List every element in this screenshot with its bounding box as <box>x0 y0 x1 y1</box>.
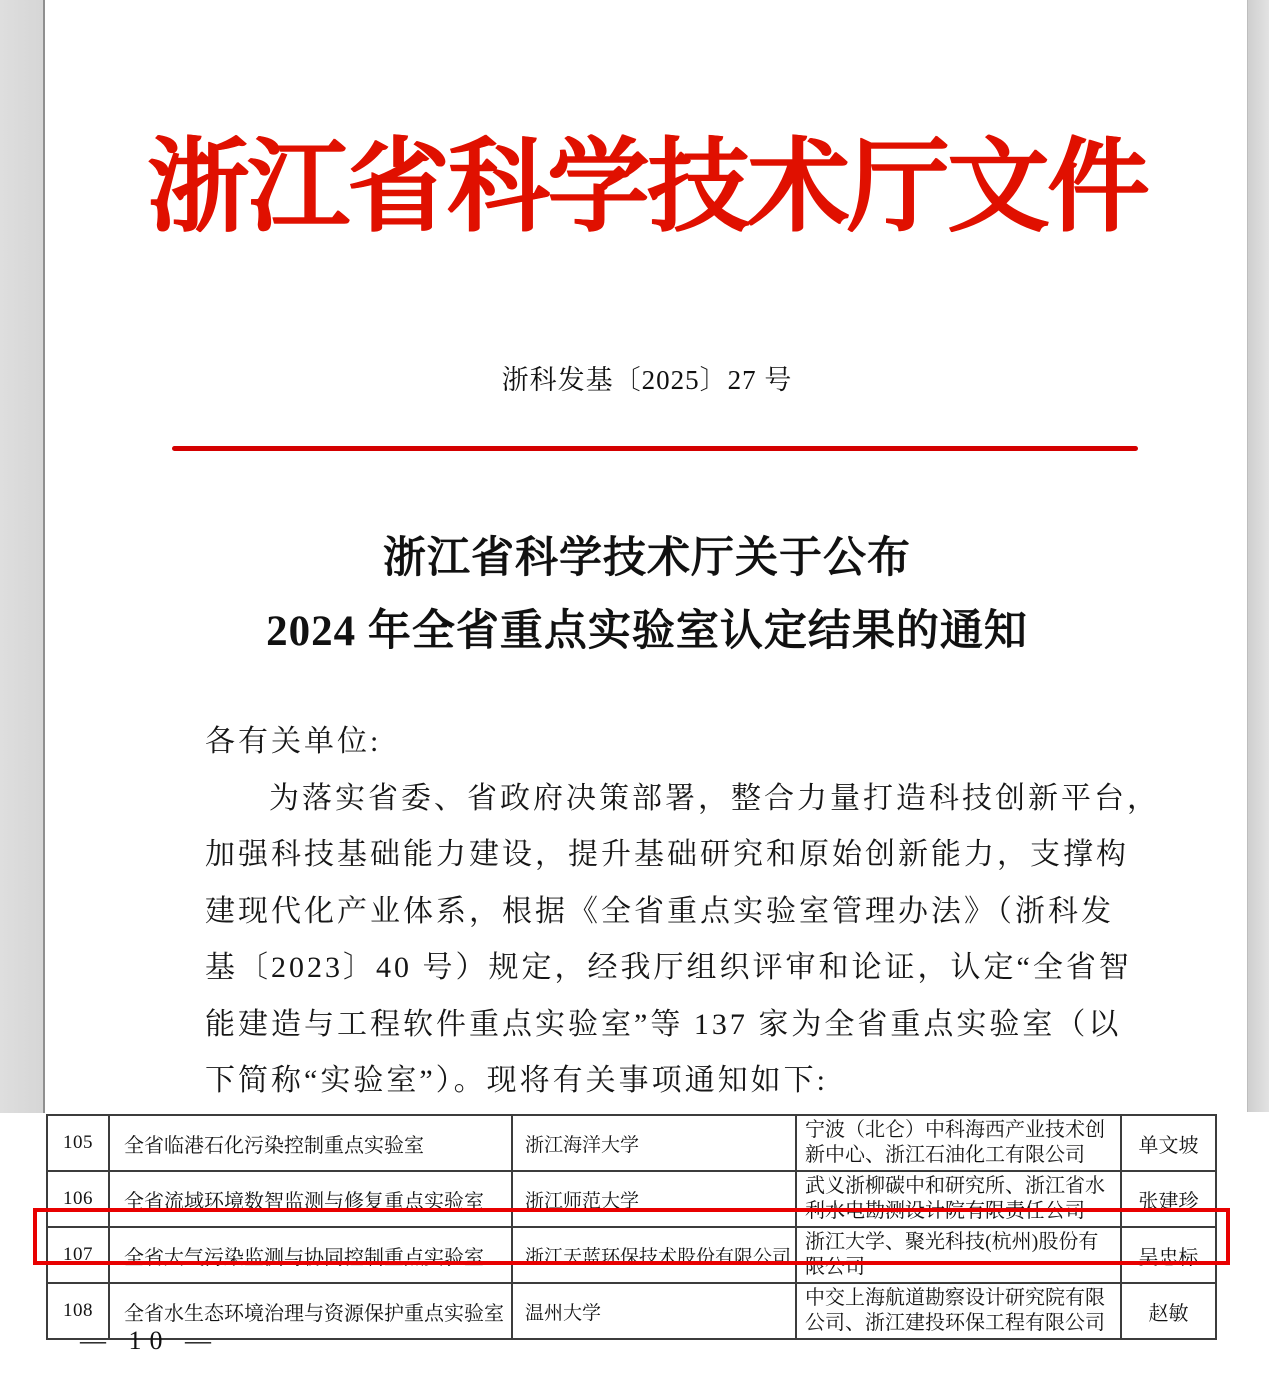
desk-background-right <box>1247 0 1269 1112</box>
notice-title-line1: 浙江省科学技术厅关于公布 <box>383 535 911 582</box>
body-line: 下简称“实验室”）。现将有关事项通知如下: <box>205 1064 828 1097</box>
lab-name-cell: 全省大气污染监测与协同控制重点实验室 <box>109 1227 512 1283</box>
lab-name-cell: 全省水生态环境治理与资源保护重点实验室 <box>109 1283 512 1339</box>
partner-orgs-cell: 中交上海航道勘察设计研究院有限公司、浙江建投环保工程有限公司 <box>796 1283 1121 1339</box>
table-row <box>47 1171 1216 1227</box>
host-org-cell: 浙江师范大学 <box>512 1171 796 1227</box>
host-org-cell: 浙江天蓝环保技术股份有限公司 <box>512 1227 796 1283</box>
lab-name-cell: 全省流域环境数智监测与修复重点实验室 <box>109 1171 512 1227</box>
partner-orgs-cell: 武义浙柳碳中和研究所、浙江省水利水电勘测设计院有限责任公司 <box>796 1171 1121 1227</box>
body-line: 能建造与工程软件重点实验室”等 137 家为全省重点实验室（以 <box>205 1007 1122 1041</box>
row-number-cell: 105 <box>47 1115 109 1171</box>
document-number: 浙科发基〔2025〕27 号 <box>501 365 793 395</box>
partner-orgs-cell: 宁波（北仑）中科海西产业技术创新中心、浙江石油化工有限公司 <box>796 1115 1121 1171</box>
row-number-cell: 108 <box>47 1283 109 1339</box>
table-row <box>47 1115 1216 1171</box>
page-number: — 10 — <box>80 1326 219 1355</box>
director-cell: 赵敏 <box>1121 1283 1216 1339</box>
body-line: 加强科技基础能力建设，提升基础研究和原始创新能力，支撑构 <box>205 838 1129 871</box>
lab-name-cell: 全省临港石化污染控制重点实验室 <box>109 1115 512 1171</box>
body-line: 建现代化产业体系，根据《全省重点实验室管理办法》（浙科发 <box>205 894 1114 928</box>
table-row <box>47 1283 1216 1339</box>
notice-title-line2: 2024 年全省重点实验室认定结果的通知 <box>266 608 1028 655</box>
letterhead-divider <box>172 446 1138 451</box>
row-number-cell: 107 <box>47 1227 109 1283</box>
director-cell: 吴忠标 <box>1121 1227 1216 1283</box>
notice-body <box>205 714 1160 1110</box>
director-cell: 张建珍 <box>1121 1171 1216 1227</box>
host-org-cell: 温州大学 <box>512 1283 796 1339</box>
row-number-cell: 106 <box>47 1171 109 1227</box>
body-line: 基〔2023〕40 号）规定，经我厅组织评审和论证，认定“全省智 <box>205 951 1132 984</box>
body-line: 为落实省委、省政府决策部署，整合力量打造科技创新平台， <box>269 781 1160 815</box>
salutation: 各有关单位: <box>205 725 382 758</box>
document-page <box>47 0 1247 1113</box>
host-org-cell: 浙江海洋大学 <box>512 1115 796 1171</box>
table-row-highlighted <box>47 1227 1216 1283</box>
desk-background-left <box>0 0 45 1113</box>
director-cell: 单文坡 <box>1121 1115 1216 1171</box>
lab-results-table <box>46 1114 1217 1340</box>
partner-orgs-cell: 浙江大学、聚光科技(杭州)股份有限公司 <box>796 1227 1121 1283</box>
letterhead-title: 浙江省科学技术厅文件 <box>147 132 1147 245</box>
